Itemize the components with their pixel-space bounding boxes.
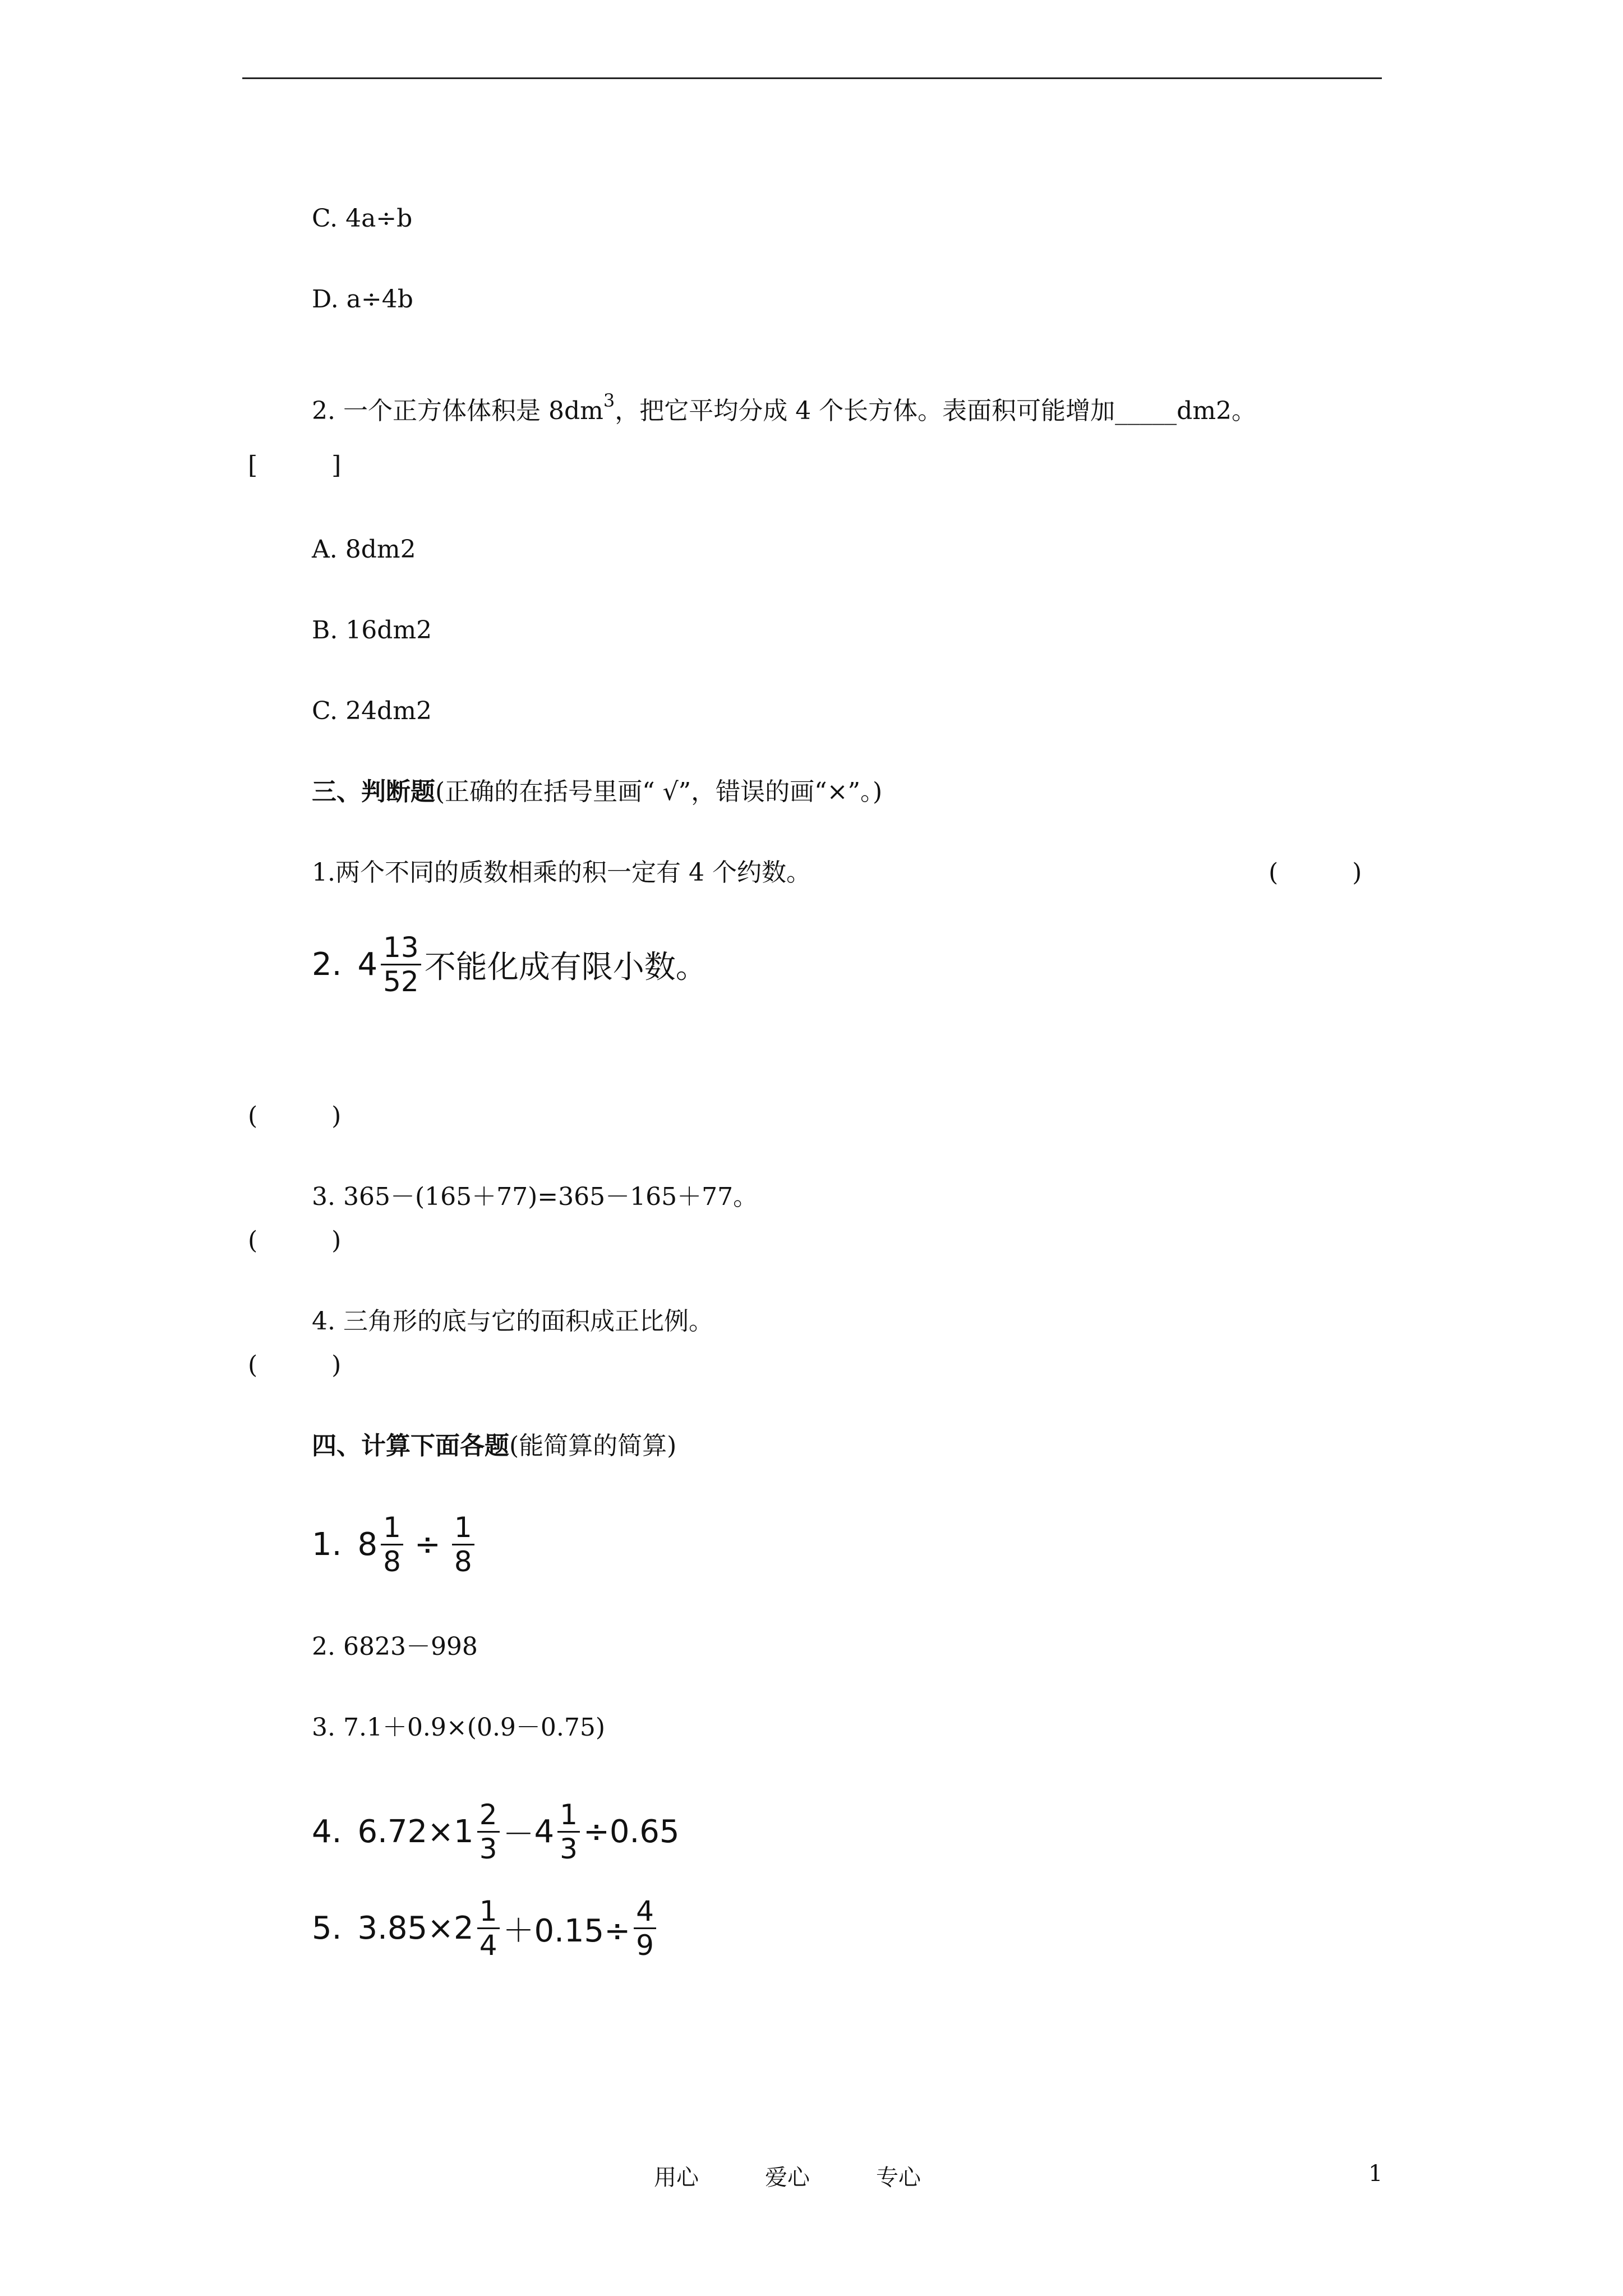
- q2-stem-before: 2. 一个正方体体积是 8dm: [312, 397, 603, 425]
- calc-4-fraction-2: [557, 1798, 580, 1865]
- footer-item-2: 爱心: [765, 2165, 810, 2191]
- calc-5-middle: ＋0.15÷: [502, 1912, 631, 1949]
- judge-item-2-whole: 4: [357, 946, 378, 983]
- judge-item-1: 1.两个不同的质数相乘的积一定有 4 个约数。: [312, 858, 811, 887]
- calc-problem-4: [312, 1798, 680, 1865]
- calc-5-whole-1: 2: [454, 1910, 474, 1947]
- judge-item-2: [312, 933, 707, 996]
- header-rule: [242, 77, 1382, 79]
- judge-item-2-text: 不能化成有限小数。: [424, 949, 707, 986]
- section-3-instruction: (正确的在括号里画“ √”，错误的画“×”。): [435, 777, 883, 806]
- fraction-denominator: 8: [454, 1545, 472, 1578]
- calc-problem-5: [312, 1895, 660, 1962]
- fraction-numerator: 4: [636, 1895, 654, 1927]
- calc-4-label: 4.: [312, 1814, 342, 1850]
- fraction-denominator: 3: [479, 1833, 497, 1865]
- calc-4-term-a: 6.72×: [357, 1814, 454, 1850]
- calc-1-whole: 8: [357, 1526, 378, 1563]
- calc-4-whole-2: 4: [534, 1814, 555, 1850]
- fraction-numerator: 2: [479, 1798, 497, 1831]
- section-4-title: 四、计算下面各题: [312, 1432, 509, 1460]
- judge-item-4: 4. 三角形的底与它的面积成正比例。: [312, 1307, 713, 1336]
- footer-item-1: 用心: [654, 2165, 699, 2191]
- fraction-denominator: 9: [636, 1929, 654, 1962]
- judge-item-4-paren: ( ): [248, 1351, 342, 1379]
- fraction-numerator: 1: [454, 1511, 472, 1544]
- judge-item-2-fraction: [381, 933, 421, 996]
- calc-5-term-a: 3.85×: [357, 1910, 454, 1947]
- calc-1-operator: ÷: [414, 1526, 441, 1563]
- q2-answer-bracket: [ ]: [248, 451, 342, 480]
- calc-problem-1: [312, 1513, 478, 1576]
- calc-5-label: 5.: [312, 1910, 342, 1947]
- fraction-denominator: 3: [560, 1833, 578, 1865]
- calc-problem-3: 3. 7.1＋0.9×(0.9－0.75): [312, 1713, 606, 1742]
- fraction-denominator: 52: [383, 965, 419, 998]
- judge-item-2-label: 2.: [312, 946, 342, 983]
- question-2-stem: [312, 392, 1256, 424]
- page-number: 1: [1368, 2161, 1383, 2187]
- calc-1-fraction-b: [452, 1513, 474, 1576]
- option-c-q1: C. 4a÷b: [312, 204, 413, 233]
- q2-stem-after: ，把它平均分成 4 个长方体。表面积可能增加_____dm2。: [615, 397, 1257, 425]
- option-b-q2: B. 16dm2: [312, 616, 432, 645]
- section-4-heading: [312, 1434, 676, 1458]
- fraction-numerator: 1: [479, 1895, 497, 1927]
- option-d-q1: D. a÷4b: [312, 285, 413, 314]
- fraction-numerator: 1: [560, 1798, 578, 1831]
- fraction-numerator: 1: [383, 1511, 401, 1544]
- judge-item-3: 3. 365－(165＋77)=365－165＋77。: [312, 1182, 758, 1211]
- calc-4-whole-1: 1: [454, 1814, 474, 1850]
- judge-item-2-paren: ( ): [248, 1102, 342, 1130]
- calc-4-fraction-1: [477, 1798, 500, 1865]
- calc-5-fraction-1: [477, 1895, 500, 1962]
- option-c-q2: C. 24dm2: [312, 697, 432, 725]
- judge-item-1-paren: ( ): [1269, 858, 1362, 887]
- section-3-heading: [312, 777, 883, 806]
- section-4-instruction: (能简算的简算): [509, 1432, 677, 1460]
- section-3-title: 三、判断题: [312, 777, 435, 806]
- calc-4-operator: －: [502, 1816, 534, 1853]
- calc-5-fraction-2: [634, 1895, 656, 1962]
- calc-4-tail: ÷0.65: [583, 1814, 680, 1850]
- calc-problem-2: 2. 6823－998: [312, 1632, 478, 1661]
- fraction-denominator: 8: [383, 1545, 401, 1578]
- fraction-denominator: 4: [479, 1929, 497, 1962]
- calc-1-fraction-a: [381, 1513, 403, 1576]
- judge-item-3-paren: ( ): [248, 1226, 342, 1255]
- q2-superscript: 3: [603, 390, 615, 411]
- option-a-q2: A. 8dm2: [312, 535, 416, 564]
- fraction-numerator: 13: [383, 931, 419, 964]
- footer-item-3: 专心: [876, 2165, 921, 2191]
- calc-1-label: 1.: [312, 1526, 342, 1563]
